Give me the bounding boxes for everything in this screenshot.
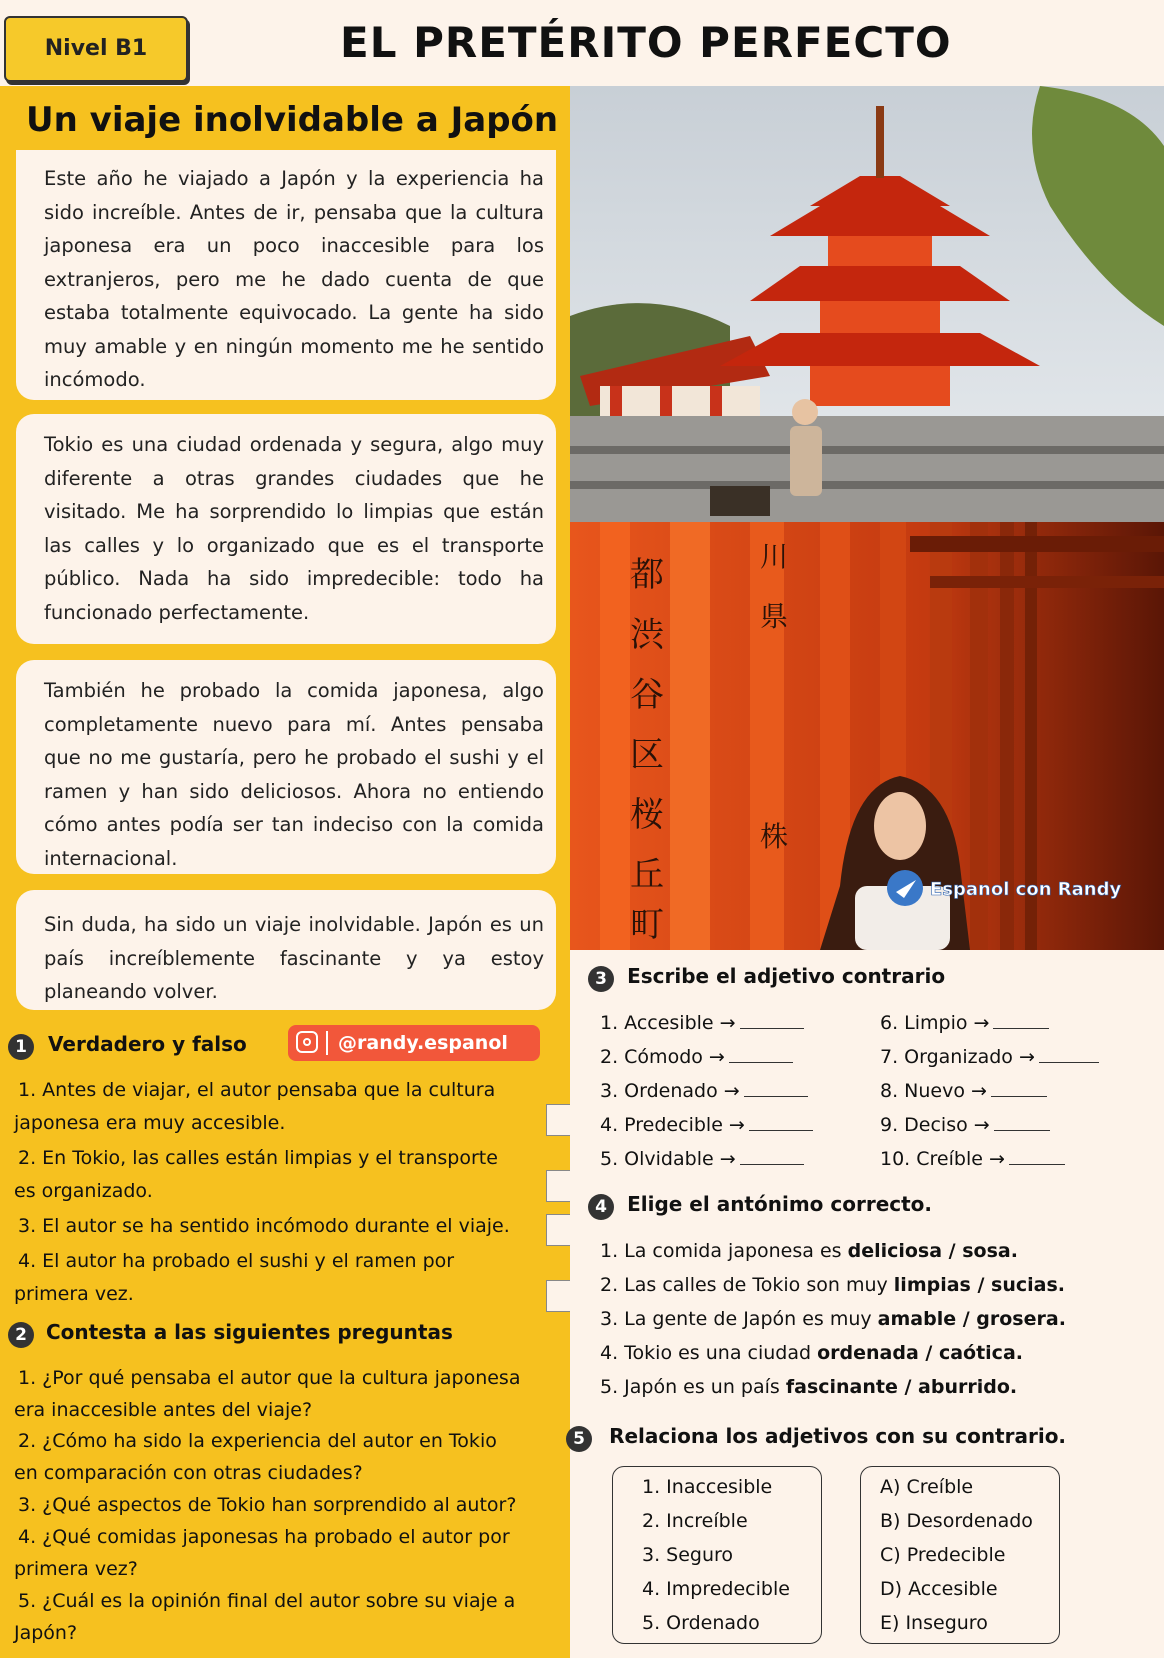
section-2-header bbox=[8, 1320, 453, 1348]
section-4-header bbox=[588, 1192, 932, 1220]
antonym-item: 6. Limpio → bbox=[880, 1010, 1049, 1034]
story-title: Un viaje inolvidable a Japón bbox=[26, 100, 559, 140]
japan-photo-collage bbox=[570, 86, 1164, 950]
svg-text:町: 町 bbox=[630, 905, 664, 945]
open-question-line: primera vez? bbox=[14, 1558, 138, 1580]
antonym-item: 7. Organizado → bbox=[880, 1044, 1099, 1068]
svg-text:丘: 丘 bbox=[630, 855, 664, 895]
section-title: Elige el antónimo correcto. bbox=[627, 1192, 933, 1216]
match-item-left[interactable]: 2. Increíble bbox=[642, 1510, 748, 1532]
svg-text:川: 川 bbox=[760, 540, 789, 573]
section-title: Escribe el adjetivo contrario bbox=[627, 964, 946, 988]
antonym-item: 4. Predecible → bbox=[600, 1112, 813, 1136]
open-question-line: 5. ¿Cuál es la opinión final del autor sobre su viaje a bbox=[18, 1590, 516, 1612]
section-title: Relaciona los adjetivos con su contrario. bbox=[609, 1424, 1067, 1448]
section-3-header bbox=[588, 964, 945, 992]
tf-question-line: es organizado. bbox=[14, 1180, 153, 1202]
story-paragraph: También he probado la comida japonesa, algo completamente nuevo para mí. Antes pensaba que no me gustaría, pero he probado el sushi y el ramen y han sido deliciosos. Ahora no entiendo cómo antes podía ser tan indeciso con la comida internacional. bbox=[16, 660, 556, 874]
answer-blank[interactable] bbox=[749, 1112, 813, 1131]
match-item-right[interactable]: C) Predecible bbox=[880, 1544, 1006, 1566]
open-question-line: 1. ¿Por qué pensaba el autor que la cultura japonesa bbox=[18, 1367, 521, 1389]
svg-text:谷: 谷 bbox=[630, 675, 664, 715]
answer-blank[interactable] bbox=[740, 1146, 804, 1165]
instagram-handle[interactable] bbox=[288, 1025, 540, 1061]
match-item-left[interactable]: 1. Inaccesible bbox=[642, 1476, 773, 1498]
section-number: 5 bbox=[566, 1426, 592, 1452]
antonym-item: 2. Cómodo → bbox=[600, 1044, 793, 1068]
svg-text:株: 株 bbox=[760, 820, 789, 853]
section-title: Contesta a las siguientes preguntas bbox=[46, 1320, 453, 1344]
choice-item: 3. La gente de Japón es muy amable / grosera. bbox=[600, 1308, 1066, 1330]
photo-illustration bbox=[570, 86, 1164, 950]
svg-text:県: 県 bbox=[760, 600, 789, 633]
choice-options[interactable]: fascinante / aburrido. bbox=[785, 1376, 1018, 1398]
open-question-line: en comparación con otras ciudades? bbox=[14, 1462, 363, 1484]
tf-question-line: 1. Antes de viajar, el autor pensaba que la cultura bbox=[18, 1079, 496, 1101]
match-item-left[interactable]: 3. Seguro bbox=[642, 1544, 734, 1566]
match-item-right[interactable]: E) Inseguro bbox=[880, 1612, 988, 1634]
antonym-item: 5. Olvidable → bbox=[600, 1146, 804, 1170]
antonym-item: 10. Creíble → bbox=[880, 1146, 1065, 1170]
answer-blank[interactable] bbox=[740, 1010, 804, 1029]
open-question-line: 2. ¿Cómo ha sido la experiencia del autor en Tokio bbox=[18, 1430, 497, 1452]
watermark-text: Espanol con Randy bbox=[930, 879, 1122, 900]
antonym-item: 8. Nuevo → bbox=[880, 1078, 1047, 1102]
match-item-left[interactable]: 4. Impredecible bbox=[642, 1578, 790, 1600]
choice-item: 1. La comida japonesa es deliciosa / sosa. bbox=[600, 1240, 1018, 1262]
answer-blank[interactable] bbox=[1009, 1146, 1065, 1165]
section-number: 3 bbox=[588, 966, 614, 992]
tf-question-line: 4. El autor ha probado el sushi y el ramen por bbox=[18, 1250, 455, 1272]
open-question-line: era inaccesible antes del viaje? bbox=[14, 1399, 313, 1421]
instagram-label: @randy.espanol bbox=[338, 1032, 508, 1054]
answer-blank[interactable] bbox=[994, 1112, 1050, 1131]
match-item-left[interactable]: 5. Ordenado bbox=[642, 1612, 760, 1634]
story-paragraph: Este año he viajado a Japón y la experiencia ha sido increíble. Antes de ir, pensaba que la cultura japonesa era un poco inaccesible para los extranjeros, pero me he dado cuenta de que estaba totalmente equivocado. La gente ha sido muy amable y en ningún momento me he sentido incómodo. bbox=[16, 150, 556, 400]
answer-blank[interactable] bbox=[991, 1078, 1047, 1097]
answer-blank[interactable] bbox=[993, 1010, 1049, 1029]
open-question-line: 4. ¿Qué comidas japonesas ha probado el autor por bbox=[18, 1526, 510, 1548]
antonym-item: 3. Ordenado → bbox=[600, 1078, 808, 1102]
answer-blank[interactable] bbox=[729, 1044, 793, 1063]
svg-text:区: 区 bbox=[630, 735, 664, 775]
section-1-header bbox=[8, 1032, 247, 1060]
section-number: 1 bbox=[8, 1034, 34, 1060]
svg-text:渋: 渋 bbox=[630, 615, 664, 655]
tf-question-line: primera vez. bbox=[14, 1283, 134, 1305]
svg-text:都: 都 bbox=[630, 555, 664, 595]
section-5-header bbox=[566, 1424, 1066, 1452]
choice-item: 5. Japón es un país fascinante / aburrido. bbox=[600, 1376, 1018, 1398]
divider bbox=[326, 1031, 328, 1055]
match-item-right[interactable]: D) Accesible bbox=[880, 1578, 998, 1600]
section-number: 4 bbox=[588, 1194, 614, 1220]
match-item-right[interactable]: A) Creíble bbox=[880, 1476, 974, 1498]
story-paragraph: Sin duda, ha sido un viaje inolvidable. Japón es un país increíblemente fascinante y ya estoy planeando volver. bbox=[16, 890, 556, 1010]
page-title: EL PRETÉRITO PERFECTO bbox=[340, 18, 952, 67]
instagram-icon bbox=[296, 1031, 318, 1053]
antonym-item: 1. Accesible → bbox=[600, 1010, 804, 1034]
answer-blank[interactable] bbox=[1039, 1044, 1099, 1063]
antonym-item: 9. Deciso → bbox=[880, 1112, 1050, 1136]
section-number: 2 bbox=[8, 1322, 34, 1348]
tf-question-line: 2. En Tokio, las calles están limpias y el transporte bbox=[18, 1147, 498, 1169]
choice-options[interactable]: amable / grosera. bbox=[877, 1308, 1066, 1330]
choice-options[interactable]: ordenada / caótica. bbox=[817, 1342, 1023, 1364]
match-item-right[interactable]: B) Desordenado bbox=[880, 1510, 1033, 1532]
section-title: Verdadero y falso bbox=[48, 1032, 247, 1056]
open-question-line: Japón? bbox=[14, 1622, 78, 1644]
open-question-line: 3. ¿Qué aspectos de Tokio han sorprendido al autor? bbox=[18, 1494, 517, 1516]
tf-question-line: japonesa era muy accesible. bbox=[14, 1112, 286, 1134]
choice-item: 4. Tokio es una ciudad ordenada / caótica. bbox=[600, 1342, 1023, 1364]
story-paragraph: Tokio es una ciudad ordenada y segura, algo muy diferente a otras grandes ciudades que he visitado. Me ha sorprendido lo limpias que están las calles y lo organizado que es el transporte público. Nada ha sido impredecible: todo ha funcionado perfectamente. bbox=[16, 414, 556, 644]
choice-options[interactable]: limpias / sucias. bbox=[893, 1274, 1065, 1296]
level-badge: Nivel B1 bbox=[4, 16, 188, 82]
answer-blank[interactable] bbox=[744, 1078, 808, 1097]
choice-options[interactable]: deliciosa / sosa. bbox=[847, 1240, 1018, 1262]
choice-item: 2. Las calles de Tokio son muy limpias / sucias. bbox=[600, 1274, 1065, 1296]
svg-text:桜: 桜 bbox=[630, 795, 664, 835]
tf-question-line: 3. El autor se ha sentido incómodo durante el viaje. bbox=[18, 1215, 510, 1237]
